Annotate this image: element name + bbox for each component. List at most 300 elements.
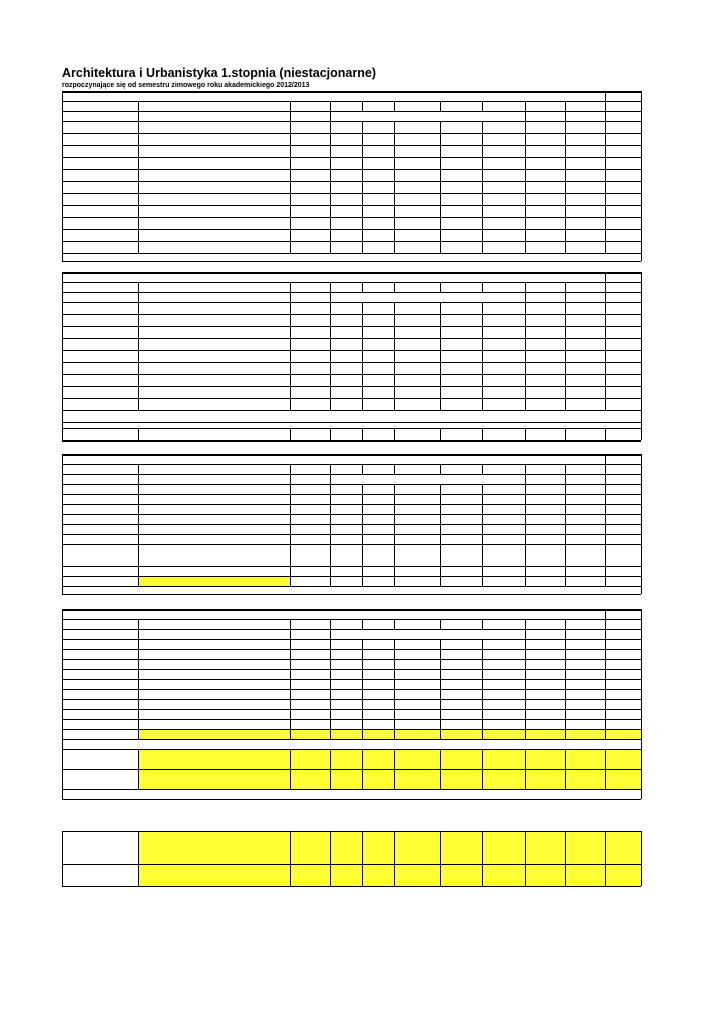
column-divider <box>138 649 139 659</box>
column-divider <box>290 669 291 679</box>
column-divider <box>290 659 291 669</box>
column-divider <box>482 639 483 649</box>
highlight-fill <box>138 576 290 586</box>
column-divider <box>641 609 642 619</box>
column-divider <box>565 679 566 689</box>
column-divider <box>290 709 291 719</box>
column-divider <box>565 205 566 217</box>
column-divider <box>62 133 63 145</box>
column-divider <box>482 217 483 229</box>
row-divider <box>62 362 641 363</box>
column-divider <box>394 831 395 864</box>
column-divider <box>641 629 642 639</box>
column-divider <box>330 566 331 576</box>
column-divider <box>290 699 291 709</box>
column-divider <box>330 217 331 229</box>
column-divider <box>138 464 139 474</box>
column-divider <box>641 504 642 514</box>
column-divider <box>565 689 566 699</box>
column-divider <box>440 749 441 769</box>
column-divider <box>362 362 363 374</box>
column-divider <box>641 739 642 749</box>
row-divider <box>62 292 641 293</box>
column-divider <box>440 169 441 181</box>
column-divider <box>290 566 291 576</box>
column-divider <box>565 534 566 544</box>
column-divider <box>62 729 63 739</box>
column-divider <box>138 292 139 302</box>
column-divider <box>641 864 642 886</box>
column-divider <box>482 729 483 739</box>
column-divider <box>394 619 395 629</box>
column-divider <box>394 464 395 474</box>
column-divider <box>62 338 63 350</box>
column-divider <box>440 864 441 886</box>
column-divider <box>62 719 63 729</box>
row-divider <box>62 205 641 206</box>
column-divider <box>440 769 441 789</box>
column-divider <box>565 649 566 659</box>
column-divider <box>641 302 642 314</box>
row-divider <box>62 282 641 283</box>
column-divider <box>525 689 526 699</box>
column-divider <box>482 121 483 133</box>
column-divider <box>138 639 139 649</box>
column-divider <box>565 350 566 362</box>
column-divider <box>605 111 606 121</box>
column-divider <box>330 181 331 193</box>
column-divider <box>362 719 363 729</box>
column-divider <box>138 474 139 484</box>
column-divider <box>482 350 483 362</box>
column-divider <box>605 428 606 440</box>
column-divider <box>330 719 331 729</box>
column-divider <box>440 326 441 338</box>
row-divider <box>62 91 641 93</box>
column-divider <box>62 639 63 649</box>
column-divider <box>605 374 606 386</box>
column-divider <box>440 679 441 689</box>
column-divider <box>605 769 606 789</box>
column-divider <box>605 145 606 157</box>
column-divider <box>440 282 441 292</box>
column-divider <box>62 504 63 514</box>
column-divider <box>290 524 291 534</box>
column-divider <box>641 749 642 769</box>
row-divider <box>62 494 641 495</box>
column-divider <box>565 769 566 789</box>
column-divider <box>605 639 606 649</box>
column-divider <box>641 769 642 789</box>
column-divider <box>641 217 642 229</box>
column-divider <box>138 229 139 241</box>
column-divider <box>394 133 395 145</box>
column-divider <box>138 326 139 338</box>
column-divider <box>641 111 642 121</box>
column-divider <box>641 428 642 440</box>
column-divider <box>525 205 526 217</box>
column-divider <box>330 302 331 314</box>
column-divider <box>330 484 331 494</box>
column-divider <box>641 91 642 101</box>
column-divider <box>482 241 483 253</box>
column-divider <box>482 534 483 544</box>
column-divider <box>62 217 63 229</box>
column-divider <box>62 326 63 338</box>
column-divider <box>62 464 63 474</box>
column-divider <box>482 864 483 886</box>
column-divider <box>440 729 441 739</box>
column-divider <box>525 679 526 689</box>
row-divider <box>62 121 641 122</box>
column-divider <box>440 338 441 350</box>
column-divider <box>440 669 441 679</box>
column-divider <box>641 253 642 261</box>
column-divider <box>482 719 483 729</box>
column-divider <box>290 326 291 338</box>
column-divider <box>440 428 441 440</box>
column-divider <box>605 101 606 111</box>
column-divider <box>394 193 395 205</box>
column-divider <box>62 669 63 679</box>
column-divider <box>394 101 395 111</box>
column-divider <box>62 282 63 292</box>
row-divider <box>62 649 641 650</box>
column-divider <box>394 217 395 229</box>
column-divider <box>482 566 483 576</box>
column-divider <box>290 649 291 659</box>
column-divider <box>482 229 483 241</box>
column-divider <box>362 831 363 864</box>
column-divider <box>330 649 331 659</box>
column-divider <box>290 133 291 145</box>
column-divider <box>62 679 63 689</box>
column-divider <box>525 145 526 157</box>
column-divider <box>525 659 526 669</box>
column-divider <box>525 831 526 864</box>
column-divider <box>605 831 606 864</box>
column-divider <box>565 709 566 719</box>
column-divider <box>641 181 642 193</box>
column-divider <box>440 241 441 253</box>
column-divider <box>605 679 606 689</box>
column-divider <box>605 326 606 338</box>
column-divider <box>641 534 642 544</box>
row-divider <box>62 669 641 670</box>
column-divider <box>525 534 526 544</box>
column-divider <box>362 338 363 350</box>
column-divider <box>440 576 441 586</box>
row-divider <box>62 314 641 315</box>
row-divider <box>62 229 641 230</box>
column-divider <box>565 428 566 440</box>
column-divider <box>482 145 483 157</box>
column-divider <box>565 101 566 111</box>
column-divider <box>482 398 483 410</box>
column-divider <box>482 193 483 205</box>
column-divider <box>565 193 566 205</box>
column-divider <box>641 145 642 157</box>
column-divider <box>330 769 331 789</box>
column-divider <box>482 374 483 386</box>
column-divider <box>290 679 291 689</box>
column-divider <box>482 302 483 314</box>
row-divider <box>62 302 641 303</box>
column-divider <box>394 659 395 669</box>
column-divider <box>565 282 566 292</box>
column-divider <box>525 350 526 362</box>
column-divider <box>330 699 331 709</box>
column-divider <box>565 544 566 566</box>
column-divider <box>62 157 63 169</box>
row-divider <box>62 639 641 640</box>
column-divider <box>605 719 606 729</box>
column-divider <box>290 504 291 514</box>
column-divider <box>362 494 363 504</box>
column-divider <box>605 314 606 326</box>
column-divider <box>605 699 606 709</box>
column-divider <box>605 398 606 410</box>
column-divider <box>525 769 526 789</box>
row-divider <box>62 410 641 411</box>
column-divider <box>641 193 642 205</box>
column-divider <box>525 494 526 504</box>
column-divider <box>330 494 331 504</box>
column-divider <box>138 314 139 326</box>
row-divider <box>62 586 641 587</box>
column-divider <box>362 314 363 326</box>
column-divider <box>565 504 566 514</box>
column-divider <box>525 864 526 886</box>
row-divider <box>62 576 641 577</box>
column-divider <box>330 229 331 241</box>
column-divider <box>641 709 642 719</box>
column-divider <box>565 831 566 864</box>
column-divider <box>605 619 606 629</box>
column-divider <box>330 133 331 145</box>
column-divider <box>290 474 291 484</box>
column-divider <box>138 659 139 669</box>
column-divider <box>605 169 606 181</box>
row-divider <box>62 524 641 525</box>
column-divider <box>290 464 291 474</box>
column-divider <box>525 338 526 350</box>
column-divider <box>605 659 606 669</box>
column-divider <box>482 386 483 398</box>
column-divider <box>330 101 331 111</box>
row-divider <box>62 719 641 720</box>
column-divider <box>62 374 63 386</box>
column-divider <box>62 544 63 566</box>
column-divider <box>290 639 291 649</box>
column-divider <box>330 544 331 566</box>
column-divider <box>290 314 291 326</box>
column-divider <box>330 709 331 719</box>
column-divider <box>62 566 63 576</box>
column-divider <box>62 864 63 886</box>
column-divider <box>482 181 483 193</box>
column-divider <box>62 386 63 398</box>
column-divider <box>330 157 331 169</box>
column-divider <box>394 362 395 374</box>
column-divider <box>62 169 63 181</box>
column-divider <box>138 386 139 398</box>
column-divider <box>362 398 363 410</box>
column-divider <box>641 689 642 699</box>
column-divider <box>565 566 566 576</box>
row-divider <box>62 799 641 800</box>
row-divider <box>62 272 641 274</box>
column-divider <box>641 205 642 217</box>
column-divider <box>440 101 441 111</box>
column-divider <box>440 229 441 241</box>
column-divider <box>482 464 483 474</box>
column-divider <box>482 338 483 350</box>
column-divider <box>440 514 441 524</box>
column-divider <box>394 121 395 133</box>
column-divider <box>362 464 363 474</box>
column-divider <box>605 566 606 576</box>
column-divider <box>330 639 331 649</box>
column-divider <box>362 504 363 514</box>
row-divider <box>62 454 641 456</box>
row-divider <box>62 193 641 194</box>
column-divider <box>565 484 566 494</box>
column-divider <box>290 619 291 629</box>
column-divider <box>138 831 139 864</box>
column-divider <box>394 769 395 789</box>
column-divider <box>394 719 395 729</box>
column-divider <box>525 398 526 410</box>
column-divider <box>290 729 291 739</box>
column-divider <box>525 314 526 326</box>
column-divider <box>394 699 395 709</box>
column-divider <box>482 362 483 374</box>
column-divider <box>440 689 441 699</box>
column-divider <box>565 302 566 314</box>
column-divider <box>525 619 526 629</box>
column-divider <box>525 241 526 253</box>
column-divider <box>525 699 526 709</box>
column-divider <box>525 292 526 302</box>
column-divider <box>605 350 606 362</box>
column-divider <box>605 338 606 350</box>
column-divider <box>394 566 395 576</box>
column-divider <box>290 292 291 302</box>
row-divider <box>62 514 641 515</box>
column-divider <box>290 494 291 504</box>
column-divider <box>290 749 291 769</box>
row-divider <box>62 709 641 710</box>
column-divider <box>565 111 566 121</box>
column-divider <box>525 217 526 229</box>
column-divider <box>138 534 139 544</box>
column-divider <box>362 157 363 169</box>
column-divider <box>290 428 291 440</box>
column-divider <box>565 386 566 398</box>
column-divider <box>138 679 139 689</box>
column-divider <box>605 576 606 586</box>
column-divider <box>440 619 441 629</box>
column-divider <box>641 659 642 669</box>
column-divider <box>605 121 606 133</box>
column-divider <box>565 398 566 410</box>
column-divider <box>290 101 291 111</box>
column-divider <box>362 709 363 719</box>
column-divider <box>290 398 291 410</box>
column-divider <box>290 241 291 253</box>
column-divider <box>62 101 63 111</box>
column-divider <box>362 639 363 649</box>
column-divider <box>605 609 606 619</box>
column-divider <box>641 566 642 576</box>
column-divider <box>605 494 606 504</box>
column-divider <box>440 699 441 709</box>
row-divider <box>62 864 641 865</box>
column-divider <box>362 229 363 241</box>
column-divider <box>362 217 363 229</box>
column-divider <box>394 229 395 241</box>
column-divider <box>641 576 642 586</box>
curriculum-table <box>62 91 641 896</box>
column-divider <box>641 494 642 504</box>
column-divider <box>641 484 642 494</box>
column-divider <box>330 464 331 474</box>
column-divider <box>330 669 331 679</box>
column-divider <box>482 576 483 586</box>
column-divider <box>362 769 363 789</box>
column-divider <box>605 217 606 229</box>
column-divider <box>62 619 63 629</box>
column-divider <box>525 181 526 193</box>
column-divider <box>394 302 395 314</box>
column-divider <box>62 292 63 302</box>
column-divider <box>330 362 331 374</box>
column-divider <box>62 534 63 544</box>
row-divider <box>62 169 641 170</box>
column-divider <box>565 362 566 374</box>
column-divider <box>565 669 566 679</box>
column-divider <box>641 619 642 629</box>
column-divider <box>290 145 291 157</box>
column-divider <box>362 169 363 181</box>
column-divider <box>362 428 363 440</box>
column-divider <box>62 193 63 205</box>
column-divider <box>440 181 441 193</box>
column-divider <box>440 314 441 326</box>
column-divider <box>330 121 331 133</box>
column-divider <box>290 338 291 350</box>
column-divider <box>605 534 606 544</box>
column-divider <box>362 729 363 739</box>
column-divider <box>62 576 63 586</box>
column-divider <box>565 619 566 629</box>
column-divider <box>565 719 566 729</box>
column-divider <box>525 649 526 659</box>
column-divider <box>440 217 441 229</box>
column-divider <box>330 326 331 338</box>
column-divider <box>62 524 63 534</box>
column-divider <box>641 649 642 659</box>
column-divider <box>62 253 63 261</box>
column-divider <box>290 831 291 864</box>
column-divider <box>565 133 566 145</box>
column-divider <box>138 544 139 566</box>
column-divider <box>290 169 291 181</box>
column-divider <box>525 428 526 440</box>
column-divider <box>440 464 441 474</box>
column-divider <box>565 729 566 739</box>
